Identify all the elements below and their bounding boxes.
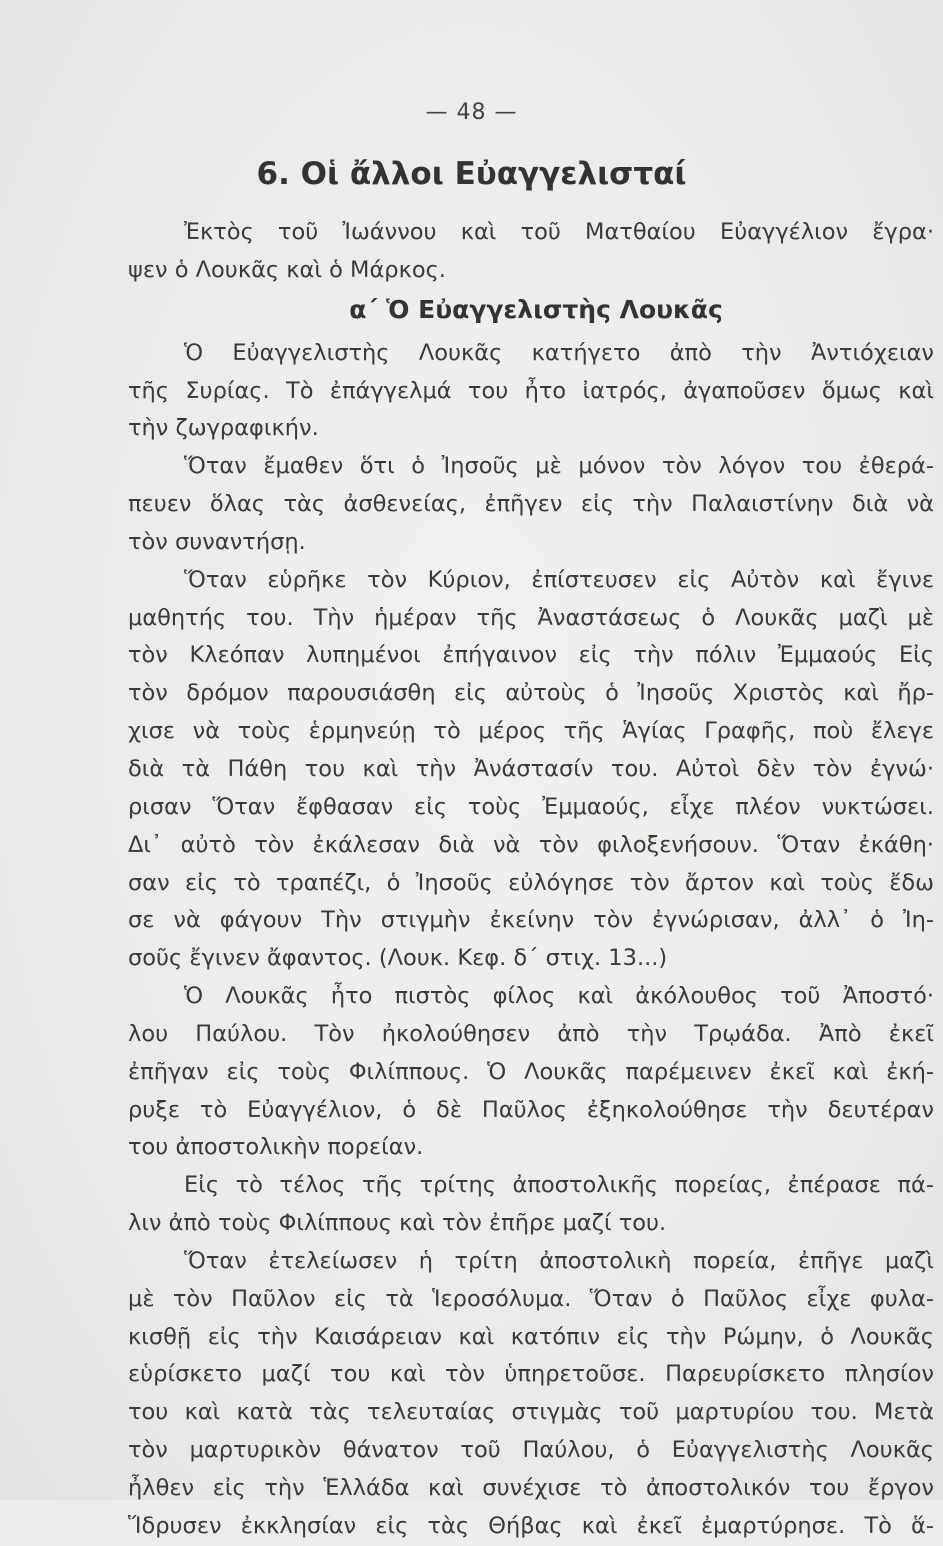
text-line: Ὁ Λουκᾶς ἦτο πιστὸς φίλος καὶ ἀκόλουθος τοῦ Ἀποστό· bbox=[184, 983, 934, 1010]
text-line: σαν εἰς τὸ τραπέζι, ὁ Ἰησοῦς εὐλόγησε τὸν ἄρτον καὶ τοὺς ἔδω bbox=[128, 869, 934, 896]
text-line: μαθητής του. Τὴν ἡμέραν τῆς Ἀναστάσεως ὁ Λουκᾶς μαζὶ μὲ bbox=[128, 604, 934, 631]
text-line: λου Παύλου. Τὸν ἠκολούθησεν ἀπὸ τὴν Τρῳάδα. Ἀπὸ ἐκεῖ bbox=[128, 1020, 934, 1047]
text-line: ἦλθεν εἰς τὴν Ἑλλάδα καὶ συνέχισε τὸ ἀποστολικόν του ἔργον bbox=[128, 1475, 934, 1501]
text-line: διὰ τὰ Πάθη του καὶ τὴν Ἀνάστασίν του. Αὐτοὶ δὲν τὸν ἐγνώ· bbox=[128, 755, 934, 782]
chapter-title: 6. Οἱ ἄλλοι Εὐαγγελισταί bbox=[256, 156, 687, 192]
text-line: τὴν ζωγραφικήν. bbox=[128, 415, 319, 442]
text-line: σε νὰ φάγουν Τὴν στιγμὴν ἐκείνην τὸν ἐγνώρισαν, ἀλλ᾽ ὁ Ἰη- bbox=[128, 907, 934, 934]
text-line: μὲ τὸν Παῦλον εἰς τὰ Ἱεροσόλυμα. Ὅταν ὁ Παῦλος εἶχε φυλα- bbox=[128, 1285, 934, 1312]
text-line: Δι᾽ αὐτὸ τὸν ἐκάλεσαν διὰ νὰ τὸν φιλοξενήσουν. Ὅταν ἐκάθη· bbox=[128, 831, 934, 858]
text-line: Ὁ Εὐαγγελιστὴς Λουκᾶς κατήγετο ἀπὸ τὴν Ἀντιόχειαν bbox=[184, 339, 934, 366]
text-line: ρυξε τὸ Εὐαγγέλιον, ὁ δὲ Παῦλος ἐξηκολούθησε τὴν δευτέραν bbox=[128, 1096, 934, 1123]
text-line: τὸν μαρτυρικὸν θάνατον τοῦ Παύλου, ὁ Εὐαγγελιστὴς Λουκᾶς bbox=[128, 1437, 934, 1464]
text-line: τὸν συναντήσῃ. bbox=[128, 528, 306, 555]
text-line: τῆς Συρίας. Τὸ ἐπάγγελμά του ἦτο ἰατρός, ἀγαποῦσεν ὅμως καὶ bbox=[128, 377, 934, 404]
text-line: του καὶ κατὰ τὰς τελευταίας στιγμὰς τοῦ μαρτυρίου του. Μετὰ bbox=[128, 1399, 934, 1426]
text-line: Ἵδρυσεν ἐκκλησίαν εἰς τὰς Θήβας καὶ ἐκεῖ ἐμαρτύρησε. Τὸ ἅ- bbox=[128, 1512, 934, 1539]
text-line: του ἀποστολικὴν πορείαν. bbox=[128, 1134, 424, 1161]
text-line: Ὅταν εὑρῆκε τὸν Κύριον, ἐπίστευσεν εἰς Αὐτὸν καὶ ἔγινε bbox=[184, 566, 934, 593]
text-line: ρισαν Ὅταν ἔφθασαν εἰς τοὺς Ἐμμαούς, εἶχε πλέον νυκτώσει. bbox=[128, 793, 934, 820]
text-line: ἐπῆγαν εἰς τοὺς Φιλίππους. Ὁ Λουκᾶς παρέμεινεν ἐκεῖ καὶ ἐκή- bbox=[128, 1058, 934, 1085]
text-line: Ἐκτὸς τοῦ Ἰωάννου καὶ τοῦ Ματθαίου Εὐαγγέλιον ἔγρα· bbox=[184, 219, 934, 245]
text-line: Ὅταν ἐτελείωσεν ἡ τρίτη ἀποστολικὴ πορεία, ἐπῆγε μαζὶ bbox=[184, 1247, 934, 1274]
text-line: χισε νὰ τοὺς ἑρμηνεύῃ τὸ μέρος τῆς Ἁγίας Γραφῆς, ποὺ ἔλεγε bbox=[128, 718, 934, 745]
text-line: σοῦς ἔγινεν ἄφαντος. (Λουκ. Κεφ. δ΄ στιχ. 13...) bbox=[128, 945, 668, 972]
text-line: λιν ἀπὸ τοὺς Φιλίππους καὶ τὸν ἐπῆρε μαζί του. bbox=[128, 1210, 667, 1237]
text-line: κισθῇ εἰς τὴν Καισάρειαν καὶ κατόπιν εἰς τὴν Ρώμην, ὁ Λουκᾶς bbox=[128, 1323, 934, 1350]
text-body bbox=[128, 214, 934, 1546]
text-line: τὸν Κλεόπαν λυπημένοι ἐπήγαινον εἰς τὴν πόλιν Ἐμμαούς Εἰς bbox=[128, 642, 934, 669]
text-line: εὑρίσκετο μαζί του καὶ τὸν ὑπηρετοῦσε. Παρευρίσκετο πλησίον bbox=[128, 1361, 934, 1388]
section-heading: α΄ Ὁ Εὐαγγελιστὴς Λουκᾶς bbox=[349, 294, 723, 324]
text-line: πευεν ὅλας τὰς ἀσθενείας, ἐπῆγεν εἰς τὴν Παλαιστίνην διὰ νὰ bbox=[128, 491, 934, 518]
text-line: Ὅταν ἔμαθεν ὅτι ὁ Ἰησοῦς μὲ μόνον τὸν λόγον του ἐθερά- bbox=[184, 453, 934, 480]
page-number: — 48 — bbox=[425, 100, 518, 125]
text-line: τὸν δρόμον παρουσιάσθη εἰς αὐτοὺς ὁ Ἰησοῦς Χριστὸς καὶ ἤρ- bbox=[128, 680, 934, 707]
text-line: ψεν ὁ Λουκᾶς καὶ ὁ Μάρκος. bbox=[128, 256, 446, 283]
text-line: Εἰς τὸ τέλος τῆς τρίτης ἀποστολικῆς πορείας, ἐπέρασε πά- bbox=[184, 1172, 934, 1199]
